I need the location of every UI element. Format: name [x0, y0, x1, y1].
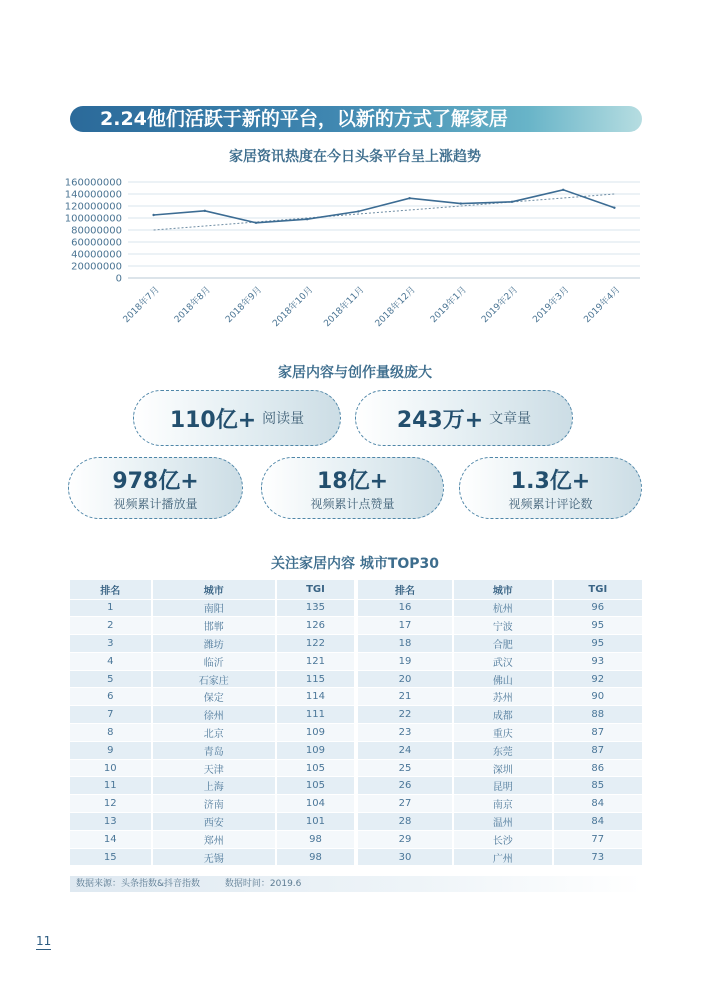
- rank-cell: 29: [358, 830, 453, 848]
- tgi-cell: 87: [553, 724, 642, 742]
- rank-cell: 3: [70, 635, 152, 653]
- rank-cell: 28: [358, 813, 453, 831]
- y-tick-label: 60000000: [71, 237, 122, 249]
- source-note: [70, 876, 642, 892]
- x-tick-label: 2018年7月: [121, 285, 162, 326]
- rank-cell: 16: [358, 599, 453, 617]
- rank-cell: 8: [70, 724, 152, 742]
- table-row: [358, 635, 642, 653]
- city-ranking-table-right: [358, 580, 642, 866]
- table-row: [358, 688, 642, 706]
- table-header-row: [358, 580, 642, 599]
- city-cell: 天津: [152, 759, 276, 777]
- tgi-cell: 111: [276, 706, 354, 724]
- city-cell: 合肥: [453, 635, 553, 653]
- data-point: [306, 218, 308, 220]
- tgi-cell: 93: [553, 652, 642, 670]
- table-row: [358, 759, 642, 777]
- stat-video-plays: [68, 457, 243, 519]
- tgi-cell: 84: [553, 795, 642, 813]
- table-header-row: [70, 580, 354, 599]
- stat-label: 阅读量: [262, 411, 305, 427]
- tgi-cell: 95: [553, 635, 642, 653]
- city-cell: 重庆: [453, 724, 553, 742]
- city-cell: 苏州: [453, 688, 553, 706]
- stat-value: 243万+: [396, 407, 484, 433]
- rank-cell: 19: [358, 652, 453, 670]
- city-cell: 长沙: [453, 830, 553, 848]
- table-row: [358, 848, 642, 866]
- tgi-cell: 87: [553, 741, 642, 759]
- data-date-text: 数据时间：2019.6: [224, 879, 302, 889]
- stat-video-likes: [261, 457, 444, 519]
- header-city: 城市: [453, 580, 553, 599]
- city-cell: 徐州: [152, 706, 276, 724]
- stat-value: 18亿+: [316, 469, 389, 494]
- city-cell: 昆明: [453, 777, 553, 795]
- header-rank: 排名: [358, 580, 453, 599]
- stat-label: 文章量: [489, 411, 532, 427]
- rank-cell: 10: [70, 759, 152, 777]
- table-row: [70, 688, 354, 706]
- tgi-cell: 84: [553, 813, 642, 831]
- table-row: [358, 830, 642, 848]
- page-number: 11: [36, 934, 52, 948]
- banner-title: 2.24他们活跃于新的平台，以新的方式了解家居: [100, 108, 508, 130]
- x-tick-label: 2019年4月: [582, 285, 623, 326]
- tgi-cell: 98: [276, 830, 354, 848]
- rank-cell: 30: [358, 848, 453, 866]
- x-tick-label: 2018年11月: [322, 285, 367, 330]
- tgi-cell: 105: [276, 777, 354, 795]
- header-city: 城市: [152, 580, 276, 599]
- city-cell: 青岛: [152, 741, 276, 759]
- y-tick-label: 20000000: [71, 261, 122, 273]
- table-row: [358, 599, 642, 617]
- tgi-cell: 73: [553, 848, 642, 866]
- table-row: [70, 795, 354, 813]
- table-row: [70, 848, 354, 866]
- tgi-cell: 95: [553, 617, 642, 635]
- city-cell: 杭州: [453, 599, 553, 617]
- city-cell: 邯郸: [152, 617, 276, 635]
- rank-cell: 14: [70, 830, 152, 848]
- rank-cell: 11: [70, 777, 152, 795]
- city-ranking-table-left: [70, 580, 354, 866]
- city-cell: 宁波: [453, 617, 553, 635]
- table-row: [70, 830, 354, 848]
- rank-cell: 17: [358, 617, 453, 635]
- rank-cell: 21: [358, 688, 453, 706]
- city-cell: 临沂: [152, 652, 276, 670]
- tgi-cell: 88: [553, 706, 642, 724]
- table-row: [70, 724, 354, 742]
- trend-line-chart: [0, 170, 710, 350]
- rank-cell: 18: [358, 635, 453, 653]
- x-tick-label: 2018年10月: [271, 285, 316, 330]
- rank-cell: 9: [70, 741, 152, 759]
- header-tgi: TGI: [276, 580, 354, 599]
- x-tick-label: 2018年12月: [373, 285, 418, 330]
- table-row: [358, 777, 642, 795]
- table-row: [70, 759, 354, 777]
- city-cell: 西安: [152, 813, 276, 831]
- x-tick-label: 2019年2月: [480, 285, 521, 326]
- stat-value: 110亿+: [169, 407, 257, 433]
- data-point: [408, 197, 410, 199]
- data-point: [511, 201, 513, 203]
- table-row: [70, 617, 354, 635]
- data-point: [255, 222, 257, 224]
- data-point: [357, 210, 359, 212]
- city-cell: 佛山: [453, 670, 553, 688]
- city-cell: 广州: [453, 848, 553, 866]
- table-row: [70, 777, 354, 795]
- rank-cell: 26: [358, 777, 453, 795]
- table-row: [70, 599, 354, 617]
- tgi-cell: 92: [553, 670, 642, 688]
- city-cell: 东莞: [453, 741, 553, 759]
- tgi-cell: 135: [276, 599, 354, 617]
- city-cell: 济南: [152, 795, 276, 813]
- trend-line: [154, 194, 615, 230]
- tgi-cell: 86: [553, 759, 642, 777]
- tgi-cell: 121: [276, 652, 354, 670]
- city-cell: 潍坊: [152, 635, 276, 653]
- table-row: [358, 795, 642, 813]
- header-rank: 排名: [70, 580, 152, 599]
- table-row: [70, 813, 354, 831]
- x-tick-label: 2019年3月: [531, 285, 572, 326]
- rank-cell: 20: [358, 670, 453, 688]
- tgi-cell: 105: [276, 759, 354, 777]
- tgi-cell: 109: [276, 724, 354, 742]
- rank-cell: 5: [70, 670, 152, 688]
- tgi-cell: 109: [276, 741, 354, 759]
- y-tick-label: 80000000: [71, 225, 122, 237]
- city-cell: 郑州: [152, 830, 276, 848]
- stat-read-count: [133, 390, 341, 446]
- data-point: [152, 214, 154, 216]
- stat-value: 978亿+: [112, 469, 199, 494]
- tgi-cell: 114: [276, 688, 354, 706]
- table-row: [358, 813, 642, 831]
- stat-value: 1.3亿+: [510, 469, 591, 494]
- rank-cell: 7: [70, 706, 152, 724]
- rank-cell: 22: [358, 706, 453, 724]
- table-title: 关注家居内容 城市TOP30: [270, 556, 440, 572]
- rank-cell: 2: [70, 617, 152, 635]
- y-tick-label: 160000000: [64, 177, 122, 189]
- y-tick-label: 0: [115, 273, 122, 285]
- city-cell: 深圳: [453, 759, 553, 777]
- rank-cell: 6: [70, 688, 152, 706]
- y-tick-label: 120000000: [64, 201, 122, 213]
- tgi-cell: 122: [276, 635, 354, 653]
- stat-label: 视频累计播放量: [113, 497, 198, 511]
- stat-label: 视频累计点赞量: [310, 497, 395, 511]
- tgi-cell: 77: [553, 830, 642, 848]
- tgi-cell: 104: [276, 795, 354, 813]
- rank-cell: 15: [70, 848, 152, 866]
- table-row: [358, 652, 642, 670]
- rank-cell: 25: [358, 759, 453, 777]
- x-tick-label: 2018年8月: [172, 285, 213, 326]
- x-tick-label: 2018年9月: [224, 285, 265, 326]
- tgi-cell: 101: [276, 813, 354, 831]
- data-point: [460, 202, 462, 204]
- table-row: [70, 670, 354, 688]
- table-row: [70, 741, 354, 759]
- table-row: [358, 741, 642, 759]
- rank-cell: 27: [358, 795, 453, 813]
- y-tick-label: 40000000: [71, 249, 122, 261]
- table-row: [358, 617, 642, 635]
- tgi-cell: 115: [276, 670, 354, 688]
- data-point: [562, 189, 564, 191]
- rank-cell: 24: [358, 741, 453, 759]
- data-point: [204, 210, 206, 212]
- rank-cell: 1: [70, 599, 152, 617]
- table-row: [358, 670, 642, 688]
- city-cell: 北京: [152, 724, 276, 742]
- table-row: [70, 652, 354, 670]
- tgi-cell: 126: [276, 617, 354, 635]
- city-cell: 石家庄: [152, 670, 276, 688]
- tgi-cell: 98: [276, 848, 354, 866]
- stat-article-count: [355, 390, 573, 446]
- chart-title: 家居资讯热度在今日头条平台呈上涨趋势: [229, 149, 481, 165]
- tgi-cell: 96: [553, 599, 642, 617]
- tgi-cell: 85: [553, 777, 642, 795]
- rank-cell: 13: [70, 813, 152, 831]
- rank-cell: 23: [358, 724, 453, 742]
- stats-title: 家居内容与创作量级庞大: [278, 365, 432, 381]
- y-tick-label: 100000000: [64, 213, 122, 225]
- city-cell: 无锡: [152, 848, 276, 866]
- source-text: 数据来源：头条指数&抖音指数: [76, 879, 201, 889]
- table-row: [70, 635, 354, 653]
- city-cell: 南阳: [152, 599, 276, 617]
- city-cell: 温州: [453, 813, 553, 831]
- section-banner: [70, 106, 642, 132]
- stat-video-comments: [459, 457, 642, 519]
- city-cell: 南京: [453, 795, 553, 813]
- table-row: [358, 724, 642, 742]
- city-cell: 保定: [152, 688, 276, 706]
- table-row: [358, 706, 642, 724]
- tgi-cell: 90: [553, 688, 642, 706]
- rank-cell: 12: [70, 795, 152, 813]
- y-tick-label: 140000000: [64, 189, 122, 201]
- x-tick-label: 2019年1月: [428, 285, 469, 326]
- data-point: [613, 207, 615, 209]
- city-cell: 上海: [152, 777, 276, 795]
- city-cell: 成都: [453, 706, 553, 724]
- city-cell: 武汉: [453, 652, 553, 670]
- header-tgi: TGI: [553, 580, 642, 599]
- stat-label: 视频累计评论数: [508, 497, 593, 511]
- table-row: [70, 706, 354, 724]
- rank-cell: 4: [70, 652, 152, 670]
